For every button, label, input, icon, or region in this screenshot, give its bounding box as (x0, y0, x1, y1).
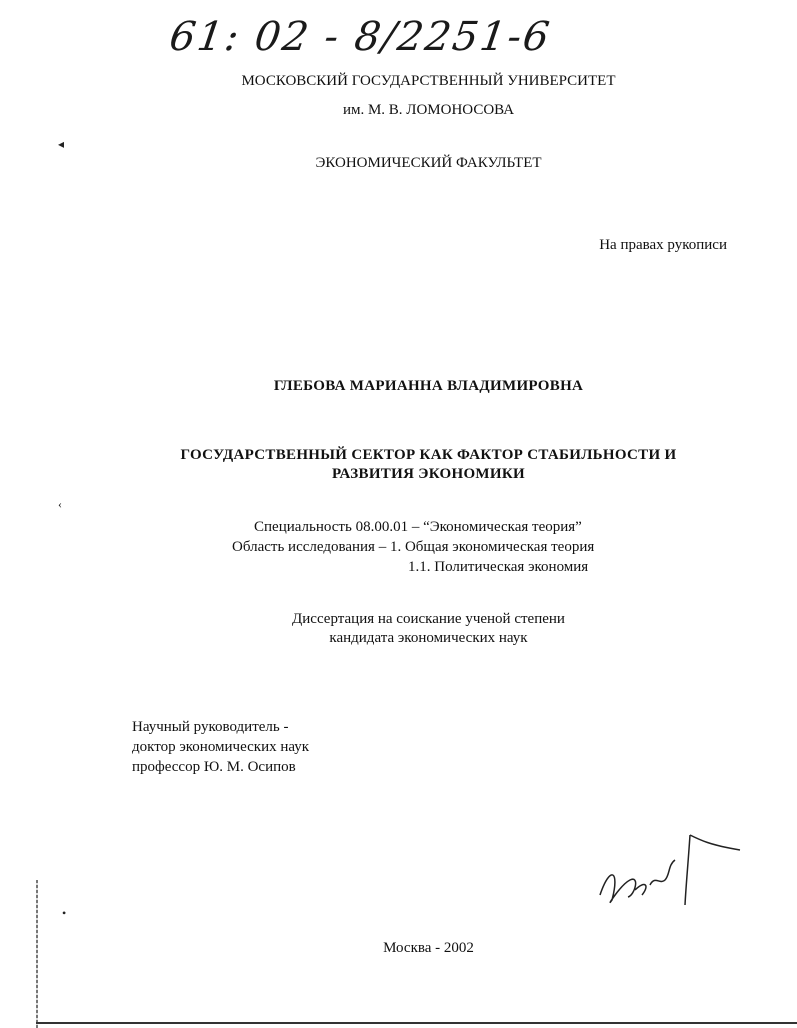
supervisor-line-3: профессор Ю. М. Осипов (132, 759, 296, 775)
dissertation-line-1: Диссертация на соискание ученой степени (292, 611, 565, 627)
dissertation-line-2: кандидата экономических наук (329, 630, 528, 646)
scan-mark: • (62, 906, 67, 920)
signature (590, 825, 750, 915)
title-line-1: ГОСУДАРСТВЕННЫЙ СЕКТОР КАК ФАКТОР СТАБИЛЬНОСТИ И (180, 447, 677, 463)
university-name: им. М. В. ЛОМОНОСОВА (342, 102, 515, 118)
specialty-line-2: Область исследования – 1. Общая экономическая теория (232, 539, 595, 555)
faculty: ЭКОНОМИЧЕСКИЙ ФАКУЛЬТЕТ (315, 155, 542, 171)
university: МОСКОВСКИЙ ГОСУДАРСТВЕННЫЙ УНИВЕРСИТЕТ (241, 73, 616, 89)
handwritten-archive-number: 61: 02 - 8/2251-6 (166, 14, 554, 60)
supervisor-line-2: доктор экономических наук (132, 739, 310, 755)
manuscript-note: На правах рукописи (599, 237, 727, 253)
supervisor-line-1: Научный руководитель - (132, 719, 289, 735)
scan-edge (36, 880, 38, 1028)
scan-border (36, 1022, 797, 1024)
city-year: Москва - 2002 (383, 940, 474, 956)
title-line-2: РАЗВИТИЯ ЭКОНОМИКИ (332, 466, 525, 482)
specialty-line-1: Специальность 08.00.01 – “Экономическая теория” (254, 519, 582, 535)
scan-mark: ◂ (58, 137, 65, 151)
author-name: ГЛЕБОВА МАРИАННА ВЛАДИМИРОВНА (273, 378, 584, 394)
specialty-line-3: 1.1. Политическая экономия (408, 559, 589, 575)
scan-mark: ‹ (58, 497, 62, 511)
